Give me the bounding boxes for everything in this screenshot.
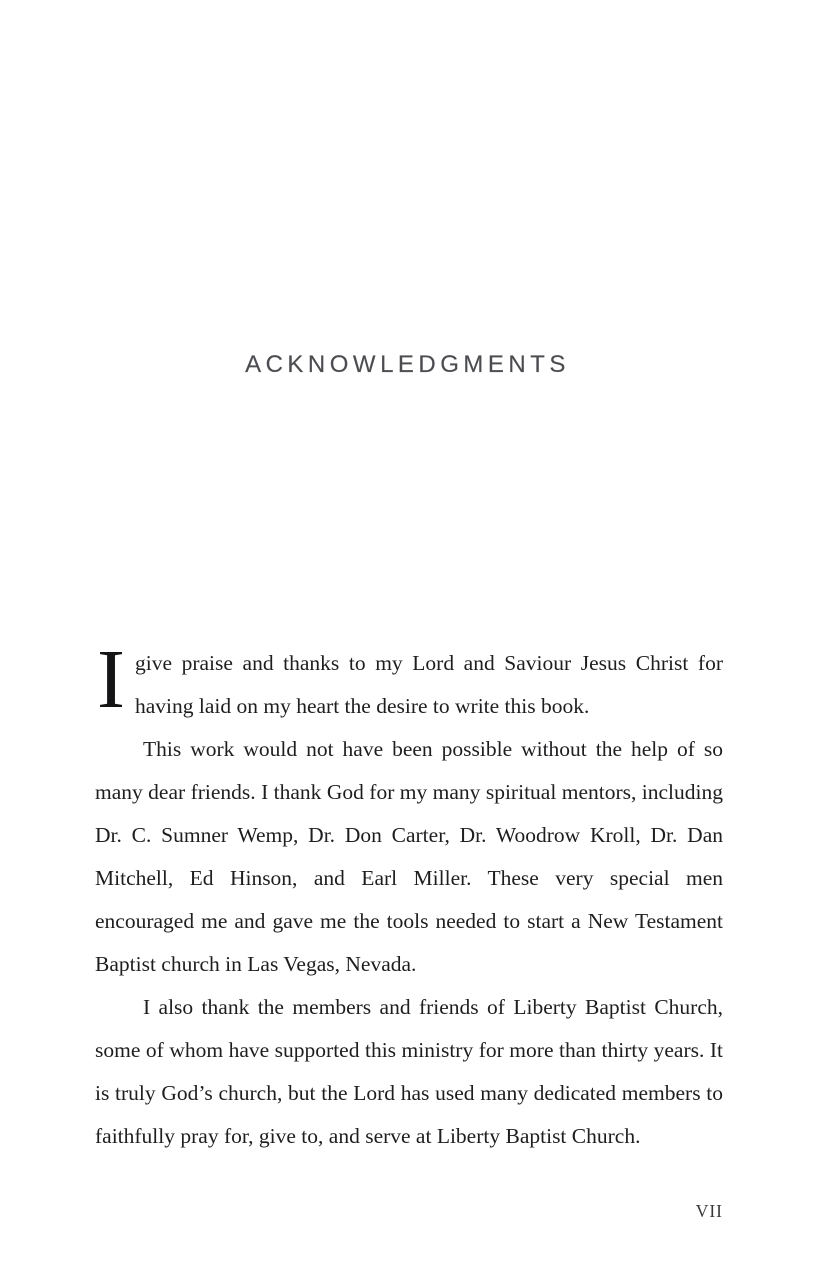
paragraph-text: This work would not have been possible without the help of so many dear friends. I thank God for my many spiritual mentors, including Dr. C. Sumner Wemp, Dr. Don Carter, Dr. Woodrow Kroll, Dr. Dan Mitchell, Ed Hinson, and Earl Miller. These very special men encouraged me and gave me the tools needed to start a New Testament Baptist church in Las Vegas, Nevada. [95, 737, 723, 976]
body-text-block [95, 633, 723, 1158]
paragraph [95, 728, 723, 986]
paragraph-text: I also thank the members and friends of Liberty Baptist Church, some of whom have supported this ministry for more than thirty years. It is truly God’s church, but the Lord has used many dedicated members to faithfully pray for, give to, and serve at Liberty Baptist Church. [95, 995, 723, 1148]
page-number-folio: VII [695, 1201, 723, 1221]
drop-cap: I [97, 633, 125, 726]
paragraph [95, 986, 723, 1158]
chapter-title: ACKNOWLEDGMENTS [245, 351, 570, 378]
paragraph-text: give praise and thanks to my Lord and Saviour Jesus Christ for having laid on my heart the desire to write this book. [134, 651, 723, 718]
paragraph-opening [95, 633, 723, 728]
